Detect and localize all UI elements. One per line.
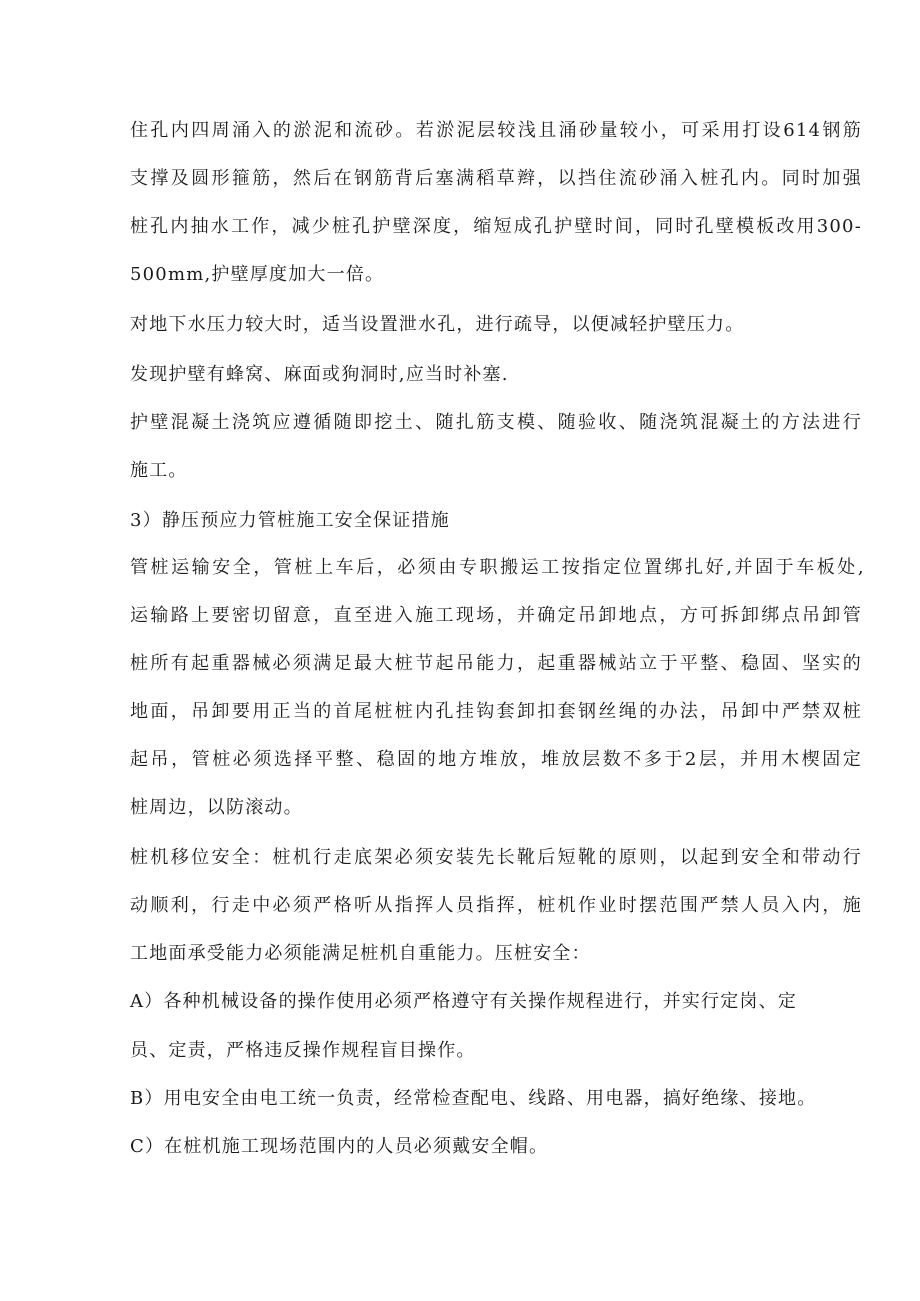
list-item: A）各种机械设备的操作使用必须严格遵守有关操作规程进行，并实行定岗、定 (130, 991, 797, 1012)
section-heading: 3）静压预应力管桩施工安全保证措施 (130, 510, 450, 531)
text-line: 施工。 (130, 460, 188, 481)
text-line: 桩周边，以防滚动。 (130, 797, 303, 818)
list-item: B）用电安全由电工统一负责，经常检查配电、线路、用电器，搞好绝缘、接地。 (130, 1088, 817, 1109)
text-line: 管桩运输安全，管桩上车后，必须由专职搬运工按指定位置绑扎好,并固于车板处, (130, 557, 864, 578)
text-line: 护壁混凝土浇筑应遵循随即挖土、随扎筋支模、随验收、随浇筑混凝土的方法进行 (130, 412, 862, 433)
text-line: 500mm,护壁厚度加大一倍。 (130, 264, 385, 285)
text-line: 对地下水压力较大时，适当设置泄水孔，进行疏导，以便减轻护壁压力。 (130, 314, 745, 335)
text-line: 桩孔内抽水工作，减少桩孔护壁深度，缩短成孔护壁时间，同时孔壁模板改用300- (130, 216, 862, 237)
text-line: 住孔内四周涌入的淤泥和流砂。若淤泥层较浅且涌砂量较小，可采用打设614钢筋 (130, 120, 862, 141)
text-line: 起吊，管桩必须选择平整、稳固的地方堆放，堆放层数不多于2层，并用木楔固定 (130, 749, 862, 770)
text-line: 发现护壁有蜂窝、麻面或狗洞时,应当时补塞. (130, 364, 509, 385)
text-line: 运输路上要密切留意，直至进入施工现场，并确定吊卸地点，方可拆卸绑点吊卸管 (130, 605, 862, 626)
list-item: C）在桩机施工现场范围内的人员必须戴安全帽。 (130, 1136, 549, 1157)
text-line: 工地面承受能力必须能满足桩机自重能力。压桩安全： (130, 943, 591, 964)
text-line: 动顺利，行走中必须严格听从指挥人员指挥，桩机作业时摆范围严禁人员入内，施 (130, 895, 862, 916)
text-line: 员、定责，严格违反操作规程盲目操作。 (130, 1040, 476, 1061)
text-line: 桩机移位安全：桩机行走底架必须安装先长靴后短靴的原则，以起到安全和带动行 (130, 847, 862, 868)
text-line: 支撑及圆形箍筋，然后在钢筋背后塞满稻草辫，以挡住流砂涌入桩孔内。同时加强 (130, 168, 862, 189)
text-line: 地面，吊卸要用正当的首尾桩桩内孔挂钩套卸扣套钢丝绳的办法，吊卸中严禁双桩 (130, 701, 862, 722)
text-line: 桩所有起重器械必须满足最大桩节起吊能力，起重器械站立于平整、稳固、坚实的 (130, 653, 862, 674)
